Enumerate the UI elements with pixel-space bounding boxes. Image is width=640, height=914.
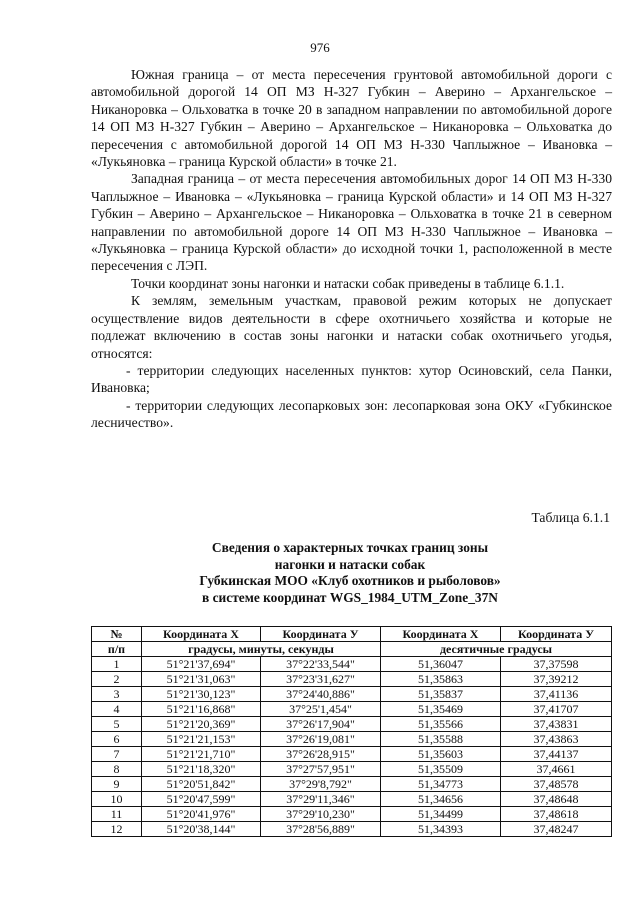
cell-coord-x-dms: 51°21'37,694" [142,657,261,672]
cell-number: 9 [92,777,142,792]
table-title-line: в системе координат WGS_1984_UTM_Zone_37N [202,589,498,605]
subheader-dms: градусы, минуты, секунды [142,642,381,657]
cell-coord-y-decimal: 37,39212 [501,672,612,687]
cell-coord-x-dms: 51°21'20,369" [142,717,261,732]
cell-coord-y-dms: 37°24'40,886" [261,687,381,702]
cell-coord-y-dms: 37°22'33,544" [261,657,381,672]
header-coord-x-dms: Координата Х [142,627,261,642]
table-row [92,672,612,687]
cell-coord-x-dms: 51°20'47,599" [142,792,261,807]
cell-coord-x-decimal: 51,35469 [381,702,501,717]
cell-coord-x-decimal: 51,35566 [381,717,501,732]
cell-number: 10 [92,792,142,807]
cell-number: 1 [92,657,142,672]
cell-coord-x-decimal: 51,35588 [381,732,501,747]
cell-coord-y-dms: 37°26'17,904" [261,717,381,732]
cell-coord-x-dms: 51°20'41,976" [142,807,261,822]
cell-coord-y-decimal: 37,41707 [501,702,612,717]
cell-coord-x-dms: 51°21'21,153" [142,732,261,747]
bullet-forest-park-zones: - территории следующих лесопарковых зон: лесопарковая зона ОКУ «Губкинское лесничество». [91,397,612,431]
cell-coord-x-decimal: 51,34393 [381,822,501,837]
table-row [92,657,612,672]
table-row [92,717,612,732]
cell-number: 12 [92,822,142,837]
cell-coord-x-dms: 51°21'21,710" [142,747,261,762]
table-caption: Таблица 6.1.1 [531,510,610,525]
cell-coord-y-dms: 37°23'31,627" [261,672,381,687]
paragraph-excluded-lands: К землям, земельным участкам, правовой режим которых не допускает осуществление видов деятельности в сфере охотничьего хозяйства и которые не подлежат включению в состав зоны нагонки и натаски собак охотничьего угодья, относятся: [91,293,612,361]
cell-coord-y-decimal: 37,43831 [501,717,612,732]
cell-coord-x-decimal: 51,34656 [381,792,501,807]
cell-coord-x-dms: 51°21'30,123" [142,687,261,702]
cell-coord-x-dms: 51°21'16,868" [142,702,261,717]
body-text [91,66,612,432]
cell-coord-y-dms: 37°29'10,230" [261,807,381,822]
bullet-settlements: - территории следующих населенных пунктов: хутор Осиновский, села Панки, Ивановка; [91,362,612,396]
cell-coord-x-decimal: 51,34773 [381,777,501,792]
cell-coord-x-decimal: 51,35603 [381,747,501,762]
header-number: № [92,627,142,642]
cell-coord-y-dms: 37°28'56,889" [261,822,381,837]
table-title-line: Губкинская МОО «Клуб охотников и рыболовов» [199,573,501,588]
coordinates-table [91,626,612,837]
table-title [0,540,640,606]
table-row [92,807,612,822]
cell-coord-x-dms: 51°21'18,320" [142,762,261,777]
cell-number: 8 [92,762,142,777]
cell-coord-y-decimal: 37,41136 [501,687,612,702]
table-row [92,762,612,777]
table-title-line: Сведения о характерных точках границ зоны [211,540,489,555]
cell-coord-x-dms: 51°20'38,144" [142,822,261,837]
header-coord-y-decimal: Координата У [501,627,612,642]
cell-number: 5 [92,717,142,732]
paragraph-table-reference: Точки координат зоны нагонки и натаски собак приведены в таблице 6.1.1. [131,275,565,291]
table-header-row [92,627,612,642]
cell-number: 4 [92,702,142,717]
cell-coord-y-dms: 37°26'19,081" [261,732,381,747]
cell-coord-x-decimal: 51,36047 [381,657,501,672]
cell-coord-y-decimal: 37,37598 [501,657,612,672]
cell-coord-x-dms: 51°21'31,063" [142,672,261,687]
cell-coord-x-decimal: 51,34499 [381,807,501,822]
cell-coord-y-dms: 37°29'11,346" [261,792,381,807]
cell-number: 6 [92,732,142,747]
header-coord-x-decimal: Координата Х [381,627,501,642]
table-row [92,777,612,792]
page-number: 976 [310,40,330,55]
cell-coord-x-decimal: 51,35837 [381,687,501,702]
cell-coord-y-dms: 37°26'28,915" [261,747,381,762]
cell-coord-y-dms: 37°29'8,792" [261,777,381,792]
subheader-pp: п/п [92,642,142,657]
cell-number: 3 [92,687,142,702]
table-row [92,822,612,837]
cell-number: 2 [92,672,142,687]
cell-coord-x-decimal: 51,35509 [381,762,501,777]
table-row [92,792,612,807]
table-row [92,687,612,702]
cell-coord-y-decimal: 37,48618 [501,807,612,822]
cell-coord-y-dms: 37°25'1,454" [261,702,381,717]
cell-coord-y-decimal: 37,48578 [501,777,612,792]
table-row [92,702,612,717]
table-row [92,732,612,747]
table-body [92,657,612,837]
table-subheader-row [92,642,612,657]
cell-number: 11 [92,807,142,822]
cell-coord-y-decimal: 37,43863 [501,732,612,747]
subheader-decimal: десятичные градусы [381,642,612,657]
cell-coord-y-decimal: 37,48247 [501,822,612,837]
paragraph-south-boundary: Южная граница – от места пересечения грунтовой автомобильной дороги с автомобильной дорогой 14 ОП МЗ Н-327 Губкин – Аверино – Архангельское – Никаноровка – Ольховатка в точке 20 в западном направлении по автомобильной дороге 14 ОП МЗ Н-327 Губкин – Аверино – Архангельское – Никаноровка – Ольховатка до пересечения с автомобильной дорогой 14 ОП МЗ Н-330 Чаплыжное – Ивановка – «Лукьяновка – граница Курской области» в точке 21. [91,67,612,170]
paragraph-west-boundary: Западная граница – от места пересечения автомобильных дорог 14 ОП МЗ Н-330 Чаплыжное – Ивановка – «Лукьяновка – граница Курской области» и 14 ОП МЗ Н-327 Губкин – Аверино – Архангельское – Никаноровка – Ольховатка в точке 21 в северном направлении по автомобильной дороге 14 ОП МЗ Н-330 Чаплыжное – Ивановка – «Лукьяновка – граница Курской области» до исходной точки 1, расположенной в месте пересечения с ЛЭП. [91,171,612,274]
cell-coord-y-decimal: 37,48648 [501,792,612,807]
cell-coord-y-decimal: 37,44137 [501,747,612,762]
table-title-line: нагонки и натаски собак [274,556,426,572]
cell-coord-x-decimal: 51,35863 [381,672,501,687]
header-coord-y-dms: Координата У [261,627,381,642]
cell-coord-y-decimal: 37,4661 [501,762,612,777]
cell-coord-x-dms: 51°20'51,842" [142,777,261,792]
cell-coord-y-dms: 37°27'57,951" [261,762,381,777]
table-row [92,747,612,762]
cell-number: 7 [92,747,142,762]
